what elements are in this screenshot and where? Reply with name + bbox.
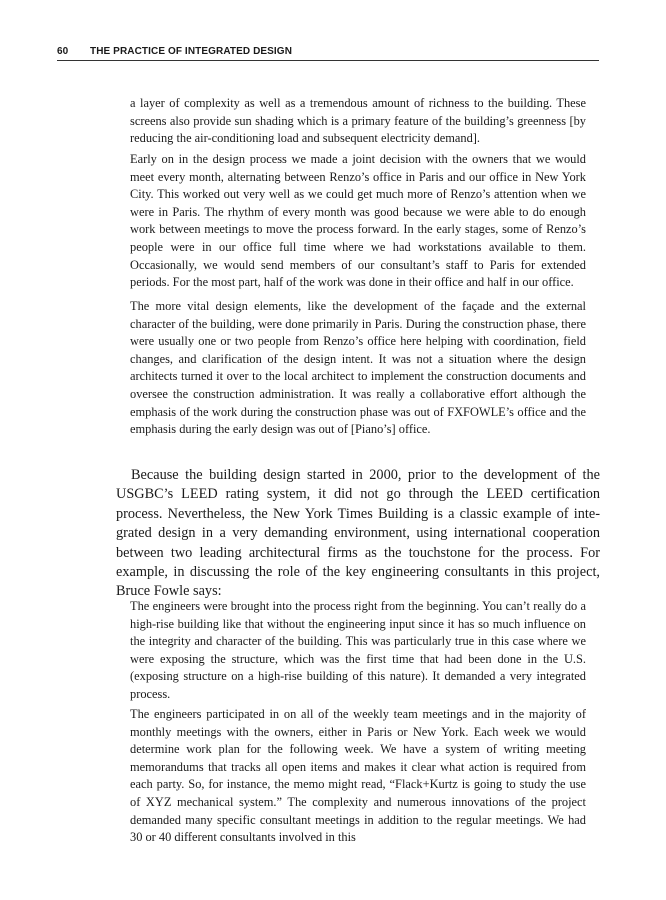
quote-paragraph-3: The more vital design elements, like the development of the façade and the external character of the building, were done primarily in Paris. During the construction phase, there were usually one or two people from Renzo’s office here helping with coordination, field changes, and clarification of the design intent. It was not a situation where the design architects turned it over to the local architect to implement the construction documents and oversee the construction administration. It was really a collaborative effort although the emphasis of the work during the construction phase was out of FXFOWLE’s office and the emphasis during the early design was out of [Piano’s] office. xyxy=(130,299,586,437)
quote-paragraph-4: The engineers were brought into the process right from the beginning. You can’t really do a high-rise building like that without the engineering input since it has so much influence on the integrity and character of the building. This was particularly true in this case where we were exposing the structure, which was the first time that had been done in the U.S. (exposing structure on a high-rise building of this nature). It demanded a very integrated process. xyxy=(130,599,586,701)
quote-paragraph-5: The engineers participated in on all of the weekly team meetings and in the majority of monthly meetings with the owners, either in Paris or New York. Each week we would determine work plan for the following week. We have a system of writing meeting memorandums that tracks all open items and makes it clear what action is required from each party. So, for instance, the memo might read, “Flack+Kurtz is going to study the use of XYZ mechanical system.” The complexity and numerous innovations of the project demanded many specific consultant meetings in addition to the regular meetings. We had 30 or 40 different consultants involved in this xyxy=(130,707,586,845)
quote-paragraph-2: Early on in the design process we made a joint decision with the owners that we would meet every month, alternating between Renzo’s office in Paris and our office in New York City. This worked out very well as we could get much more of Renzo’s attention when we were in Paris. The rhythm of every month was good because we were able to do enough work between meetings to move the process forward. In the early stages, some of Renzo’s people were in our office full time where we had workstations available to them. Occasionally, we would send members of our consultant’s staff to Paris for extended periods. For the most part, half of the work was done in their office and half in our office. xyxy=(130,152,586,290)
running-title: THE PRACTICE OF INTEGRATED DESIGN xyxy=(90,46,293,57)
running-header xyxy=(57,44,599,61)
body-paragraph: Because the building design started in 2000, prior to the development of the USGBC’s LEED rating system, it did not go through the LEED certification process. Nevertheless, the New York Times Building is a classic example of integrated design in a very demanding environment, using international cooperation between two leading architectural firms as the touchstone for the process. For example, in discussing the role of the key engineering consultants in this project, Bruce Fowle says: xyxy=(116,467,600,600)
page-number: 60 xyxy=(57,46,69,57)
quote-paragraph-1: a layer of complexity as well as a tremendous amount of richness to the building. These screens also provide sun shading which is a primary feature of the building’s greenness [by reducing the air-conditioning load and subsequent electricity demand]. xyxy=(130,96,586,146)
